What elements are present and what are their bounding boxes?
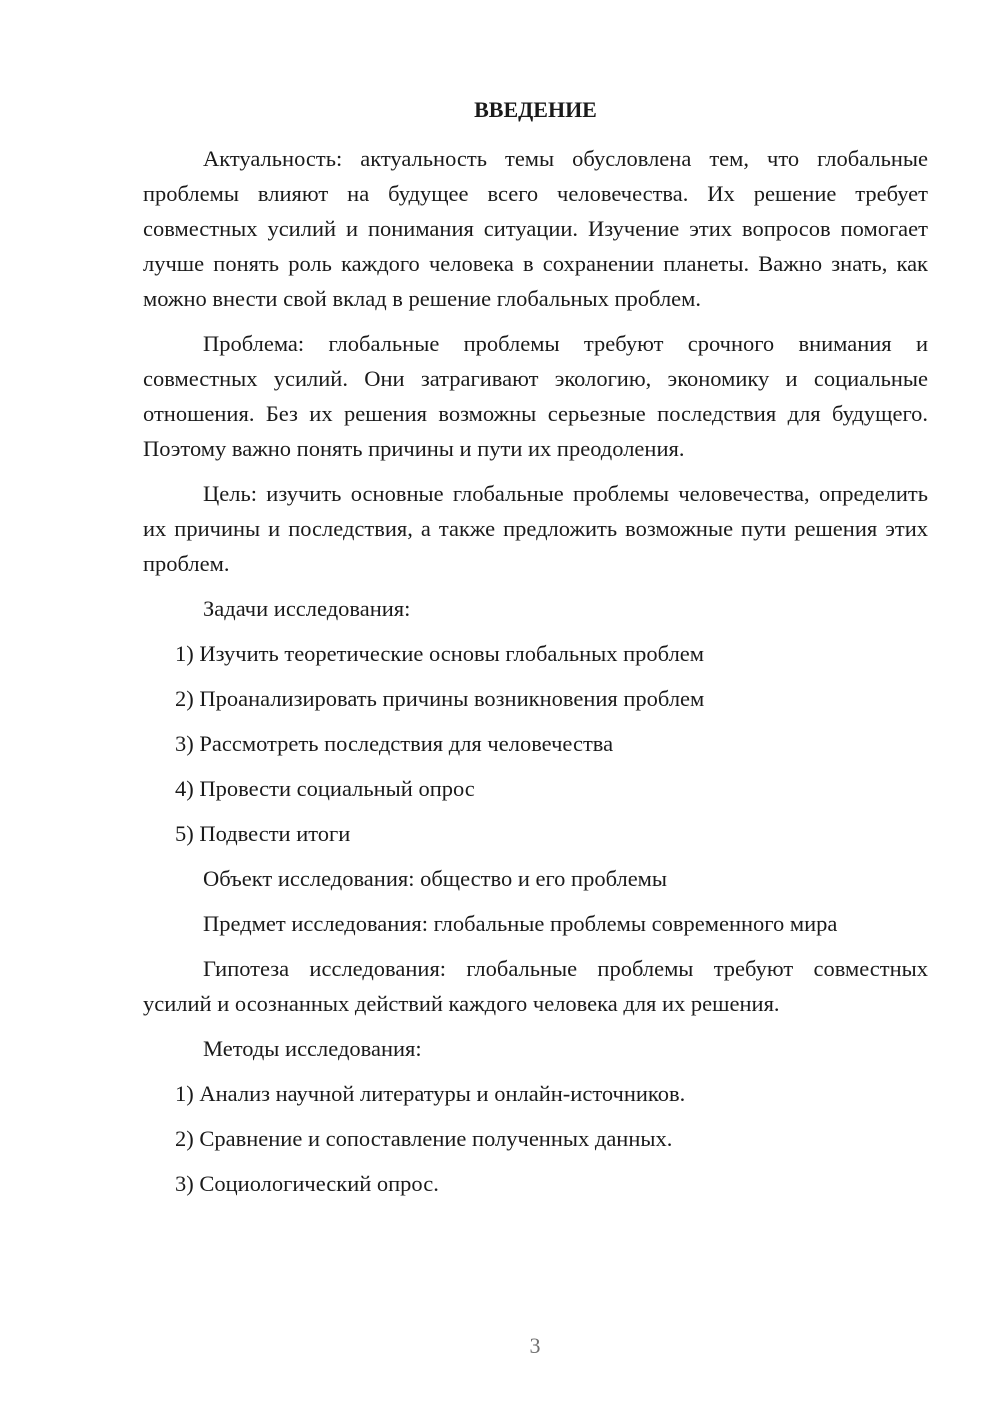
tasks-heading: Задачи исследования: [203,596,411,621]
problem-paragraph: Проблема: глобальные проблемы требуют срочного внимания и совместных усилий. Они затрагивают экологию, экономику и социальные отношения. Без их решения возможны серьезные последствия для будущего. Поэтому важно понять причины и пути их преодоления. [143,331,928,461]
object-line: Объект исследования: общество и его проблемы [203,866,668,891]
page-title: ВВЕДЕНИЕ [474,97,597,122]
page-content [143,92,928,1211]
hypothesis-paragraph: Гипотеза исследования: глобальные проблемы требуют совместных усилий и осознанных действий каждого человека для их решения. [143,956,928,1016]
method-item: 3) Социологический опрос. [175,1171,439,1196]
task-item: 5) Подвести итоги [175,821,351,846]
task-item: 2) Проанализировать причины возникновения проблем [175,686,705,711]
goal-paragraph: Цель: изучить основные глобальные проблемы человечества, определить их причины и последствия, а также предложить возможные пути решения этих проблем. [143,481,928,576]
relevance-paragraph: Актуальность: актуальность темы обусловлена тем, что глобальные проблемы влияют на будущее всего человечества. Их решение требует совместных усилий и понимания ситуации. Изучение этих вопросов помогает лучше понять роль каждого человека в сохранении планеты. Важно знать, как можно внести свой вклад в решение глобальных проблем. [143,146,928,311]
task-item: 1) Изучить теоретические основы глобальных проблем [175,641,705,666]
method-item: 1) Анализ научной литературы и онлайн-источников. [175,1081,686,1106]
task-item: 3) Рассмотреть последствия для человечества [175,731,614,756]
methods-heading: Методы исследования: [203,1036,422,1061]
task-item: 4) Провести социальный опрос [175,776,475,801]
page-number: 3 [529,1333,541,1358]
subject-line: Предмет исследования: глобальные проблемы современного мира [203,911,838,936]
method-item: 2) Сравнение и сопоставление полученных данных. [175,1126,673,1151]
